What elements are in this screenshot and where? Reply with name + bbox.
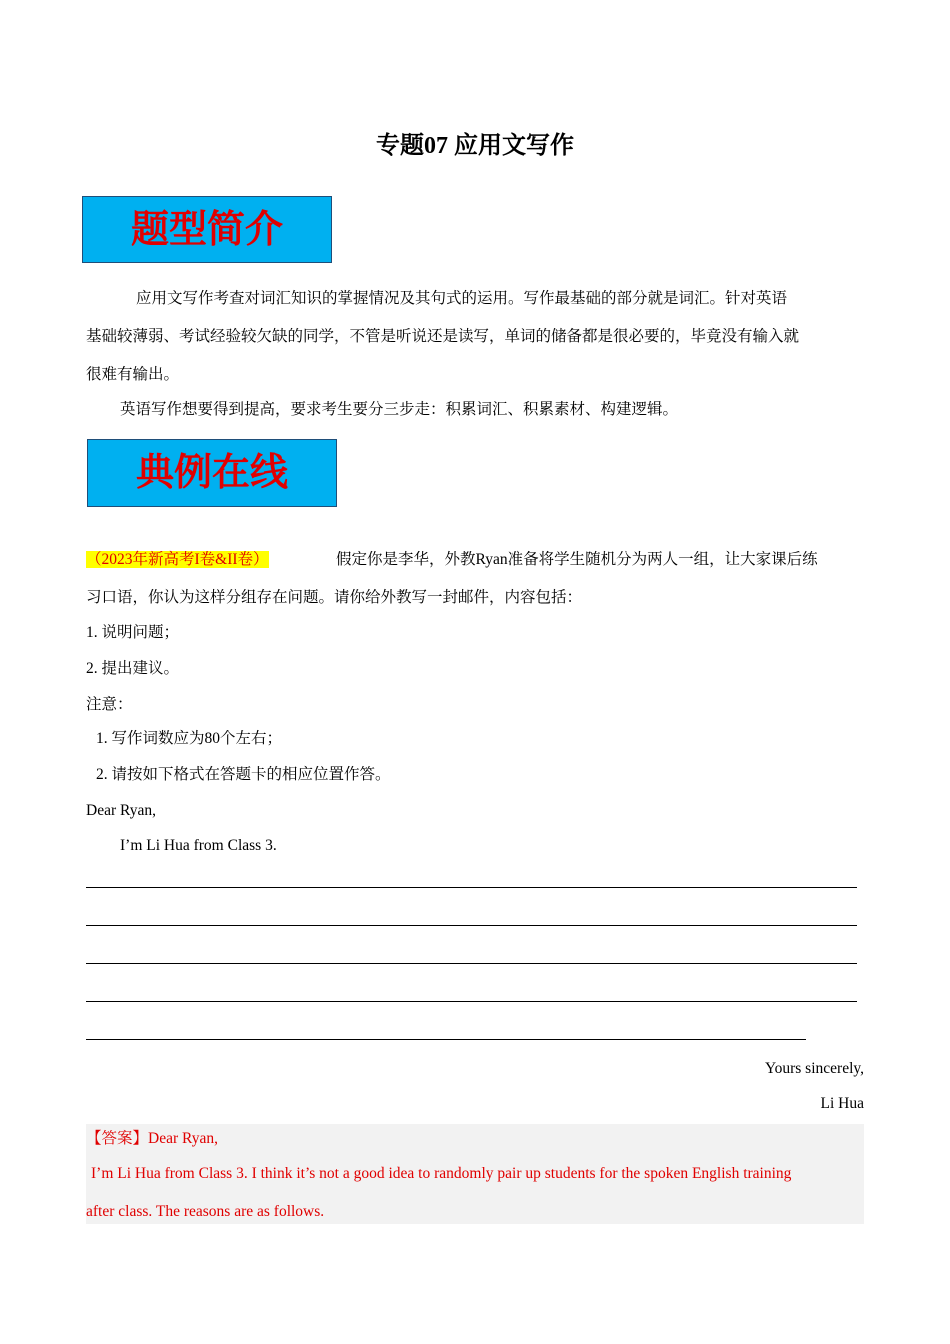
intro-line: 很难有输出。 <box>86 366 180 383</box>
letter-signature: Li Hua <box>820 1095 864 1112</box>
answer-line <box>86 925 857 926</box>
intro-line: 基础较薄弱、考试经验较欠缺的同学，不管是听说还是读写，单词的储备都是很必要的，毕竟没有输入就 <box>86 328 800 345</box>
answer-line <box>86 1001 857 1002</box>
note-label: 注意： <box>86 696 133 713</box>
letter-opening: I’m Li Hua from Class 3. <box>120 837 277 854</box>
answer-text: I’m Li Hua from Class 3. I think it’s not a good idea to randomly pair up students for the spoken English training <box>91 1165 792 1182</box>
answer-text: after class. The reasons are as follows. <box>86 1203 325 1220</box>
letter-closing: Yours sincerely, <box>764 1060 864 1077</box>
point-item: 1. 说明问题； <box>86 624 180 641</box>
section-heading-examples: 典例在线 <box>87 439 337 507</box>
note-item: 1. 写作词数应为80个左右； <box>96 730 283 747</box>
intro-line: 应用文写作考查对词汇知识的掌握情况及其句式的运用。写作最基础的部分就是词汇。针对英语 <box>136 290 788 307</box>
prompt-line: 习口语，你认为这样分组存在问题。请你给外教写一封邮件，内容包括： <box>86 589 583 606</box>
answer-line <box>86 1039 806 1040</box>
page-title: 专题07 应用文写作 <box>376 133 574 159</box>
answer-line <box>86 887 857 888</box>
section-heading-intro: 题型简介 <box>82 196 332 263</box>
exam-source-highlight: （2023年新高考I卷&II卷） <box>86 551 269 568</box>
answer-greeting: Dear Ryan, <box>148 1130 218 1147</box>
letter-greeting: Dear Ryan, <box>86 802 156 819</box>
intro-line: 英语写作想要得到提高，要求考生要分三步走：积累词汇、积累素材、构建逻辑。 <box>120 401 679 418</box>
note-item: 2. 请按如下格式在答题卡的相应位置作答。 <box>96 766 391 783</box>
prompt-line: 假定你是李华，外教Ryan准备将学生随机分为两人一组，让大家课后练 <box>336 551 818 568</box>
answer-line <box>86 963 857 964</box>
point-item: 2. 提出建议。 <box>86 660 180 677</box>
answer-label: 【答案】 <box>86 1130 149 1147</box>
